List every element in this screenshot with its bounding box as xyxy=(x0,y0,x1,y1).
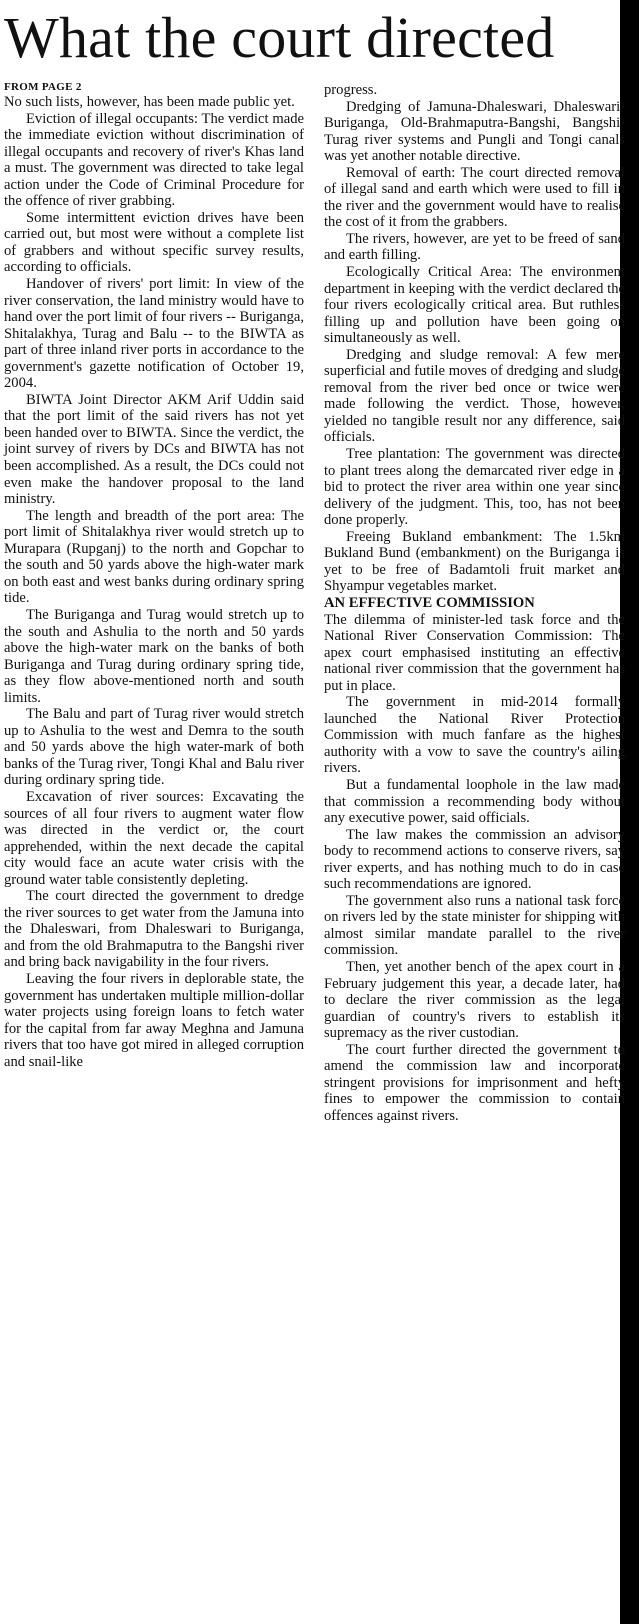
paragraph: The government also runs a national task force on rivers led by the state minister for shipping with almost similar mandate parallel to the river commission. xyxy=(324,892,625,959)
paragraph: Handover of rivers' port limit: In view of the river conservation, the land ministry would have to hand over the port limit of four rivers -- Buriganga, Shitalakhya, Turag and Balu -- to the BIWTA as part of three inland river ports in accordance to the government's gazette notification of October 19, 2004. xyxy=(4,276,304,392)
paragraph: The length and breadth of the port area: The port limit of Shitalakhya river would stretch up to Murapara (Rupganj) to the north and Gopchar to the south and 50 yards above the high-water mark on both east and west banks during ordinary spring tide. xyxy=(4,507,304,607)
left-column xyxy=(4,80,304,1070)
paragraph: The court further directed the government to amend the commission law and incorporate stringent provisions for imprisonment and hefty fines to empower the commission to contain offences against rivers. xyxy=(324,1041,625,1124)
paragraph: Some intermittent eviction drives have been carried out, but most were without a complete list of grabbers and without specific survey results, according to officials. xyxy=(4,209,304,276)
paragraph: The government in mid-2014 formally launched the National River Protection Commission with much fanfare as the highest authority with a vow to save the country's ailing rivers. xyxy=(324,694,625,777)
continued-from-kicker: FROM PAGE 2 xyxy=(4,81,82,93)
paragraph: The court directed the government to dredge the river sources to get water from the Jamuna into the Dhaleswari, from Dhaleswari to Buriganga, and from the old Brahmaputra to the Bangshi river and bring back navigability in the four rivers. xyxy=(4,888,304,971)
paragraph: No such lists, however, has been made public yet. xyxy=(4,94,295,110)
section-subhead: AN EFFECTIVE COMMISSION xyxy=(324,594,535,611)
paragraph: BIWTA Joint Director AKM Arif Uddin said that the port limit of the said rivers has not yet been handed over to BIWTA. Since the verdict, the joint survey of rivers by DCs and BIWTA has not been accomplished. As a result, the DCs could not even make the handover proposal to the land ministry. xyxy=(4,391,304,508)
paragraph: progress. xyxy=(324,82,378,98)
paragraph: The rivers, however, are yet to be freed of sand and earth filling. xyxy=(324,230,625,264)
paragraph: But a fundamental loophole in the law made that commission a recommending body without any executive power, said officials. xyxy=(324,776,625,827)
paragraph: The Buriganga and Turag would stretch up to the south and Ashulia to the north and 50 yards above the high-water mark on the banks of both Buriganga and Turag during ordinary spring tide, as they flow above-mentioned north and south limits. xyxy=(4,606,304,706)
paragraph: The dilemma of minister-led task force and the National River Conservation Commission: The apex court emphasised instituting an effective national river commission that the government has put in place. xyxy=(324,611,625,694)
paragraph: Excavation of river sources: Excavating the sources of all four rivers to augment water flow was directed in the verdict or, the court apprehended, within the next decade the capital city would face an acute water crisis with the ground water table consistently depleting. xyxy=(4,788,304,888)
paragraph: Ecologically Critical Area: The environment department in keeping with the verdict declared the four rivers ecologically critical area. But ruthless filling up and pollution have been going on simultaneously as well. xyxy=(324,264,625,347)
paragraph: Dredging and sludge removal: A few mere superficial and futile moves of dredging and sludge removal from the river bed once or twice were made following the verdict. Those, however, yielded no tangible result nor any difference, said officials. xyxy=(324,346,625,446)
paragraph: Freeing Bukland embankment: The 1.5km Bukland Bund (embankment) on the Buriganga is yet to be free of Badamtoli fruit market and Shyampur vegetables market. xyxy=(324,528,625,595)
headline: What the court directed xyxy=(4,5,555,70)
paragraph: The Balu and part of Turag river would stretch up to Ashulia to the west and Demra to the south and 50 yards above the high water-mark of both banks of the Turag river, Tongi Khal and Balu river during ordinary spring tide. xyxy=(4,706,304,789)
paragraph: Dredging of Jamuna-Dhaleswari, Dhaleswari-Buriganga, Old-Brahmaputra-Bangshi, Bangshi-Turag river systems and Pungli and Tongi canals was yet another notable directive. xyxy=(324,98,625,165)
paragraph: Tree plantation: The government was directed to plant trees along the demarcated river edge in a bid to protect the river area within one year since delivery of the judgment. This, too, has not been done properly. xyxy=(324,446,625,529)
paragraph: Eviction of illegal occupants: The verdict made the immediate eviction without discrimination of illegal occupants and recovery of river's Khas land a must. The government was directed to take legal action under the Code of Criminal Procedure for the offence of river grabbing. xyxy=(4,110,304,210)
paragraph: Then, yet another bench of the apex court in a February judgement this year, a decade later, had to declare the river commission as the legal guardian of country's rivers to establish its supremacy as the river custodian. xyxy=(324,958,625,1042)
paragraph: Removal of earth: The court directed removal of illegal sand and earth which were used to fill in the river and the government would have to realise the cost of it from the grabbers. xyxy=(324,164,625,231)
paragraph: Leaving the four rivers in deplorable state, the government has undertaken multiple million-dollar water projects using foreign loans to fetch water for the capital from far away Meghna and Jamuna rivers that too have got mired in alleged corruption and snail-like xyxy=(4,970,304,1070)
right-column xyxy=(324,82,625,1124)
paragraph: The law makes the commission an advisory body to recommend actions to conserve rivers, say river experts, and has nothing much to do in case such recommendations are ignored. xyxy=(324,826,625,893)
